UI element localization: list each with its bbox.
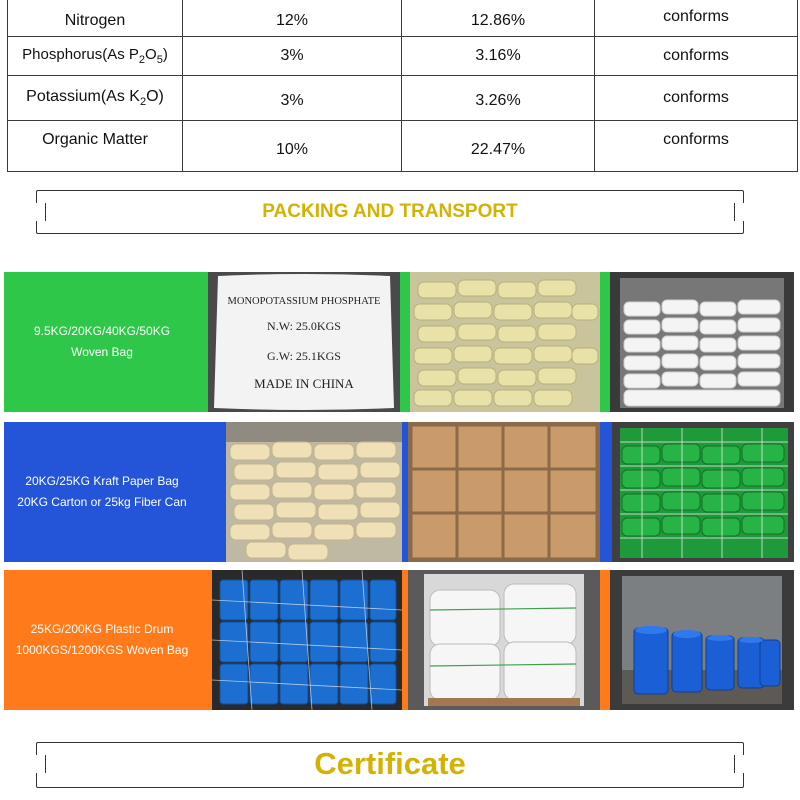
table-cell-status: conforms <box>595 0 798 37</box>
table-cell-standard: 3% <box>183 76 402 121</box>
packing-row-kraft-paper-bag <box>4 422 794 562</box>
specification-table <box>7 0 798 172</box>
container-green-bags-photo <box>612 422 794 562</box>
blue-drums-photo <box>212 570 402 710</box>
table-cell-item: Phosphorus(As $P_2O_5$) <box>8 37 183 76</box>
jumbo-woven-bags-photo <box>408 570 600 710</box>
bag-print-line2: N.W: 25.0KGS <box>267 319 341 333</box>
table-cell-result: 22.47% <box>402 121 595 172</box>
table-cell-result: 3.16% <box>402 37 595 76</box>
bag-print-line3: G.W: 25.1KGS <box>267 349 341 363</box>
bag-print-line1: MONOPOTASSIUM PHOSPHATE <box>227 296 381 307</box>
table-cell-result: 12.86% <box>402 0 595 37</box>
packing-row-woven-bag <box>4 272 794 412</box>
cartons-photo <box>408 422 600 562</box>
table-row <box>8 121 798 172</box>
packing-label-line2: 20KG Carton or 25kg Fiber Can <box>17 495 187 509</box>
container-blue-drums-photo <box>610 570 794 710</box>
bag-print-line4: MADE IN CHINA <box>254 376 354 391</box>
kraft-paper-bags-photo <box>226 422 402 562</box>
container-white-bags-photo <box>610 272 794 412</box>
table-row <box>8 37 798 76</box>
banner-title: PACKING AND TRANSPORT <box>262 201 518 222</box>
table-cell-status: conforms <box>595 76 798 121</box>
table-row <box>8 76 798 121</box>
certificate-banner <box>36 742 744 788</box>
packing-label-line1: 25KG/200KG Plastic Drum <box>30 622 174 636</box>
packing-and-transport-banner <box>36 190 744 234</box>
packing-label <box>4 272 200 412</box>
stacked-yellow-bags-photo <box>410 272 600 412</box>
table-cell-item: Nitrogen <box>8 0 183 37</box>
table-cell-item: Potassium(As $K_2O$) <box>8 76 183 121</box>
woven-bag-photo <box>208 272 400 412</box>
packing-label-line1: 9.5KG/20KG/40KG/50KG <box>33 324 171 338</box>
table-cell-standard: 10% <box>183 121 402 172</box>
packing-label-line1: 20KG/25KG Kraft Paper Bag <box>25 474 179 488</box>
packing-row-plastic-drum <box>4 570 794 710</box>
packing-label-line2: Woven Bag <box>71 345 133 359</box>
table-cell-standard: 12% <box>183 0 402 37</box>
table-cell-status: conforms <box>595 37 798 76</box>
table-cell-item: Organic Matter <box>8 121 183 172</box>
banner-title: Certificate <box>314 746 466 781</box>
table-cell-standard: 3% <box>183 37 402 76</box>
packing-label-line2: 1000KGS/1200KGS Woven Bag <box>15 643 189 657</box>
table-row <box>8 0 798 37</box>
packing-label <box>4 422 200 562</box>
table-cell-status: conforms <box>595 121 798 172</box>
packing-label <box>4 570 200 710</box>
table-cell-result: 3.26% <box>402 76 595 121</box>
